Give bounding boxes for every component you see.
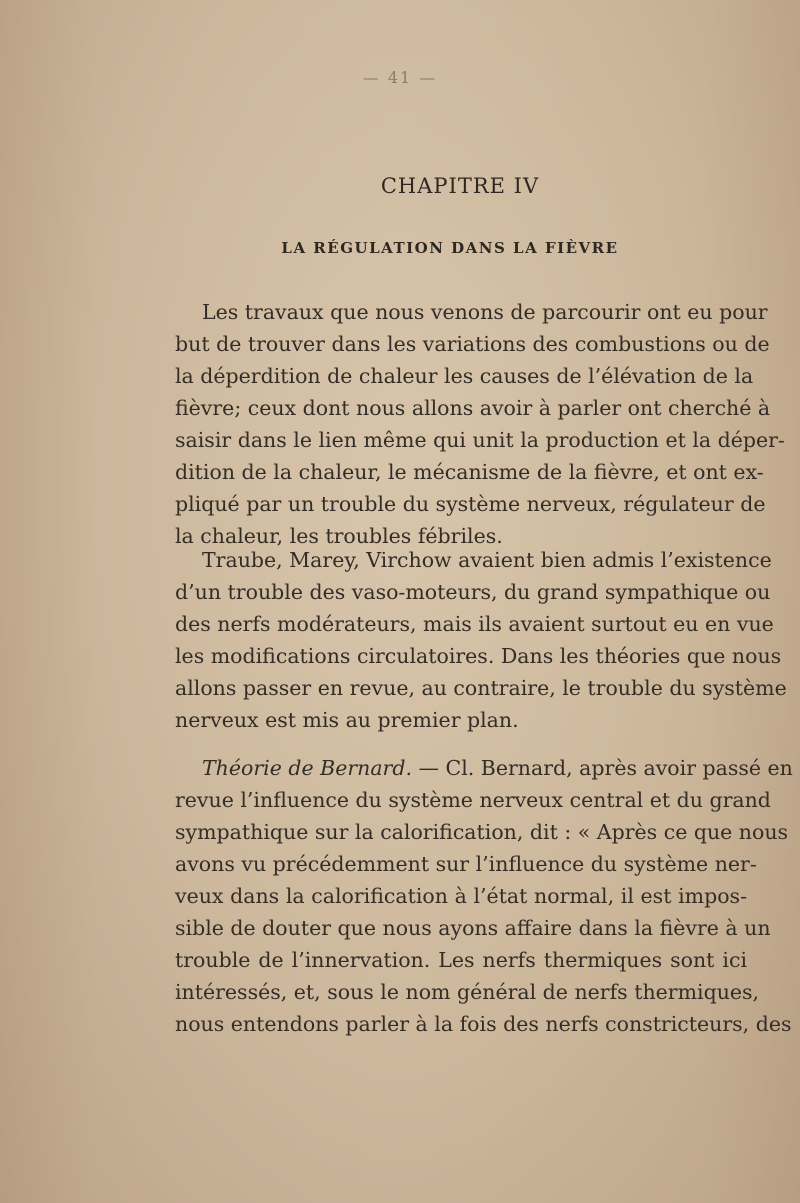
text-line: avons vu précédemment sur l’influence du système ner-	[175, 852, 757, 876]
text-line: allons passer en revue, au contraire, le trouble du système	[175, 676, 787, 700]
text-line: nerveux est mis au premier plan.	[175, 708, 519, 732]
text-run: — Cl. Bernard, après avoir passé en	[412, 756, 793, 780]
text-line: la déperdition de chaleur les causes de l’élévation de la	[175, 364, 754, 388]
text-line: la chaleur, les troubles fébriles.	[175, 524, 503, 548]
text-line: sympathique sur la calorification, dit : « Après ce que nous	[175, 820, 789, 844]
section-title: LA RÉGULATION DANS LA FIÈVRE	[281, 239, 619, 257]
text-line: saisir dans le lien même qui unit la production et la déper-	[175, 428, 785, 452]
text-line: dition de la chaleur, le mécanisme de la fièvre, et ont ex-	[175, 460, 764, 484]
text-line: nous entendons parler à la fois des nerfs constricteurs, des	[175, 1012, 792, 1036]
text-line: but de trouver dans les variations des combustions ou de	[175, 332, 770, 356]
text-line: revue l’influence du système nerveux central et du grand	[175, 788, 771, 812]
text-line: des nerfs modérateurs, mais ils avaient surtout eu en vue	[175, 612, 774, 636]
text-line: pliqué par un trouble du système nerveux, régulateur de	[175, 492, 766, 516]
text-line: sible de douter que nous ayons affaire dans la fièvre à un	[175, 916, 771, 940]
text-line: fièvre; ceux dont nous allons avoir à parler ont cherché à	[175, 396, 771, 420]
text-line: Traube, Marey, Virchow avaient bien admis l’existence	[202, 548, 772, 572]
text-line: trouble de l’innervation. Les nerfs thermiques sont ici	[175, 948, 747, 972]
text-line: d’un trouble des vaso-moteurs, du grand sympathique ou	[175, 580, 771, 604]
text-line	[202, 752, 793, 784]
page-number: — 41 —	[362, 68, 438, 87]
text-line: les modifications circulatoires. Dans les théories que nous	[175, 644, 782, 668]
theory-heading: Théorie de Bernard.	[202, 756, 412, 780]
text-line: intéressés, et, sous le nom général de nerfs thermiques,	[175, 980, 760, 1004]
text-line: Les travaux que nous venons de parcourir ont eu pour	[202, 300, 768, 324]
chapter-title: CHAPITRE IV	[380, 174, 540, 198]
text-line: veux dans la calorification à l’état normal, il est impos-	[175, 884, 747, 908]
